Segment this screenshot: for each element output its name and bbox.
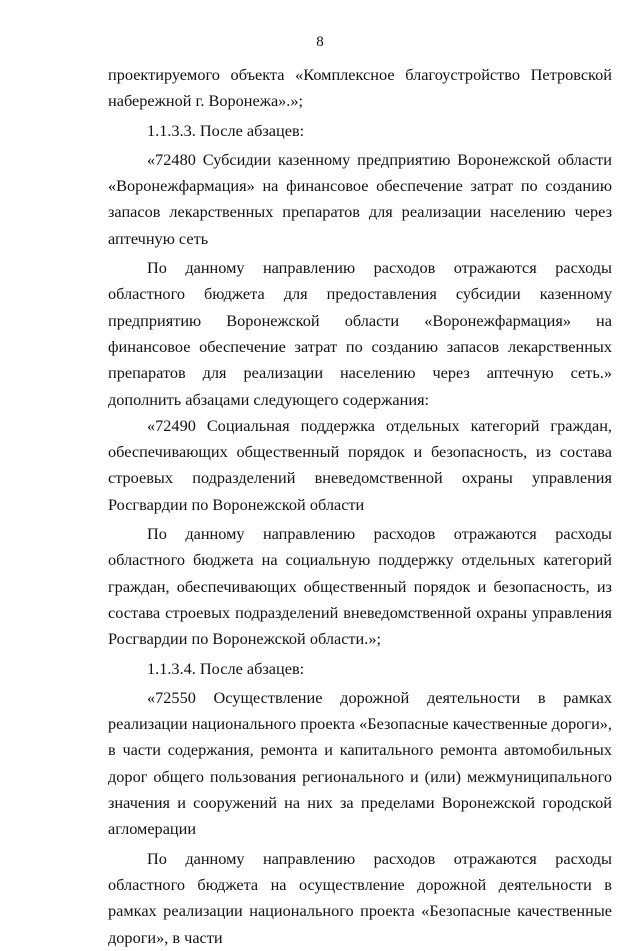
paragraph-description-72480: По данному направлению расходов отражаются расходы областного бюджета для предоставления субсидии казенному предприятию Воронежской области «Воронежфармация» на финансовое обеспечение затрат по созданию запасов лекарственных препаратов для реализации населению через аптечную сеть.» дополнить абзацами следующего содержания: [108, 258, 612, 409]
paragraph-clause-1-1-3-4: 1.1.3.4. После абзацев: [147, 658, 305, 678]
paragraph-clause-1-1-3-3: 1.1.3.3. После абзацев: [147, 120, 305, 140]
paragraph-code-72490: «72490 Социальная поддержка отдельных категорий граждан, обеспечивающих общественный порядок и безопасность, из состава строевых подразделений вневедомственной охраны управления Росгвардии по Воронежской области [108, 415, 612, 514]
paragraph-description-72550: По данному направлению расходов отражаются расходы областного бюджета на осуществление дорожной деятельности в рамках реализации национального проекта «Безопасные качественные дороги», в части [108, 848, 612, 947]
page-number: 8 [316, 34, 324, 50]
paragraph-code-72550: «72550 Осуществление дорожной деятельности в рамках реализации национального проекта «Безопасные качественные дороги», в части содержания, ремонта и капитального ремонта автомобильных дорог общего пользования регионального и (или) межмуниципального значения и сооружений на них за пределами Воронежской городской агломерации [108, 687, 612, 839]
document-body [108, 62, 612, 951]
paragraph-code-72480: «72480 Субсидии казенному предприятию Воронежской области «Воронежфармация» на финансовое обеспечение затрат по созданию запасов лекарственных препаратов для реализации населению через аптечную сеть [108, 149, 612, 248]
paragraph-continuation: проектируемого объекта «Комплексное благоустройство Петровской набережной г. Воронежа».»; [108, 65, 612, 111]
paragraph-description-72490: По данному направлению расходов отражаются расходы областного бюджета на социальную поддержку отдельных категорий граждан, обеспечивающих общественный порядок и безопасность, из состава строевых подразделений вневедомственной охраны управления Росгвардии по Воронежской области.»; [108, 524, 612, 649]
